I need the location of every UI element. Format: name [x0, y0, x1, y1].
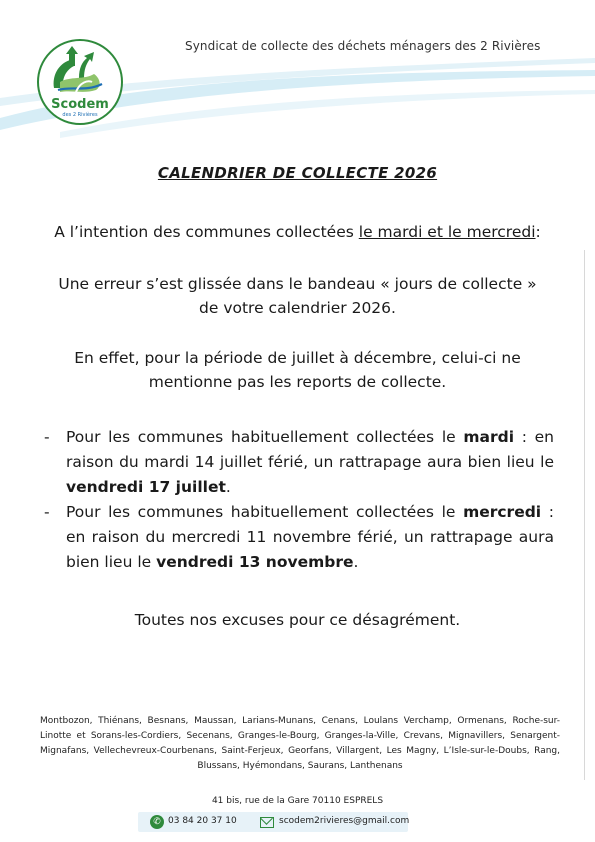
bullet-bold-date: vendredi 17 juillet	[66, 478, 226, 496]
footer-phone: 03 84 20 37 10	[168, 816, 237, 826]
logo-text: Scodem	[51, 97, 109, 112]
communes-list: Montbozon, Thiénans, Besnans, Maussan, Larians-Munans, Cenans, Loulans Verchamp, Ormenans, Roche-sur-Linotte et Sorans-les-Cordiers, Secenans, Granges-le-Bourg, Granges-la-Ville, Crevans, Mignavillers, Senargent-Mignafans, Vellechevreux-Courbenans, Saint-Ferjeux, Georfans, Villargent, Les Magny, L’Isle-sur-le-Doubs, Rang, Blussans, Hyémondans, Saurans, Lanthenans	[40, 716, 560, 771]
bullet-bold-date: vendredi 13 novembre	[156, 553, 354, 571]
mail-icon	[260, 817, 274, 828]
bullet-mardi	[44, 425, 554, 500]
bullet-mercredi	[44, 500, 554, 575]
footer-contact	[0, 812, 595, 834]
organization-name: Syndicat de collecte des déchets ménagers des 2 Rivières	[185, 39, 541, 53]
footer-email[interactable]: scodem2rivieres@gmail.com	[279, 816, 410, 826]
paragraph-error-line1: Une erreur s’est glissée dans le bandeau « jours de collecte »	[58, 275, 537, 293]
bullet-dash: -	[44, 428, 50, 446]
bullet-bold-day: mardi	[463, 428, 515, 446]
bullet-text: .	[225, 478, 231, 496]
logo-subtext: des 2 Rivières	[62, 112, 98, 118]
bullet-text: Pour les communes habituellement collectées le	[66, 428, 464, 446]
bullet-list	[44, 425, 554, 575]
closing-apology: Toutes nos excuses pour ce désagrément.	[134, 611, 461, 629]
phone-icon: ✆	[150, 815, 164, 829]
bullet-text: Pour les communes habituellement collectées le	[66, 503, 464, 521]
paragraph-explanation-line1: En effet, pour la période de juillet à décembre, celui-ci ne	[74, 349, 521, 367]
intro-days-underlined: le mardi et le mercredi	[358, 223, 536, 241]
intro-colon: :	[535, 223, 541, 241]
intro-text: A l’intention des communes collectées	[54, 223, 359, 241]
paragraph-explanation	[0, 346, 595, 394]
bullet-text: : en raison du mercredi 11 novembre férié, un rattrapage aura bien lieu le	[66, 503, 554, 571]
paragraph-error-line2: de votre calendrier 2026.	[199, 299, 396, 317]
paragraph-explanation-line2: mentionne pas les reports de collecte.	[148, 373, 447, 391]
paragraph-error	[0, 272, 595, 320]
bullet-text: : en raison du mardi 14 juillet férié, un rattrapage aura bien lieu le	[66, 428, 555, 471]
document-title: CALENDRIER DE COLLECTE 2026	[157, 164, 438, 182]
footer-address: 41 bis, rue de la Gare 70110 ESPRELS	[211, 796, 384, 806]
bullet-text: .	[353, 553, 359, 571]
bullet-dash: -	[44, 503, 50, 521]
intro-line	[0, 220, 595, 244]
scodem-logo	[36, 38, 124, 126]
scan-edge-line	[584, 250, 585, 780]
bullet-bold-day: mercredi	[463, 503, 542, 521]
